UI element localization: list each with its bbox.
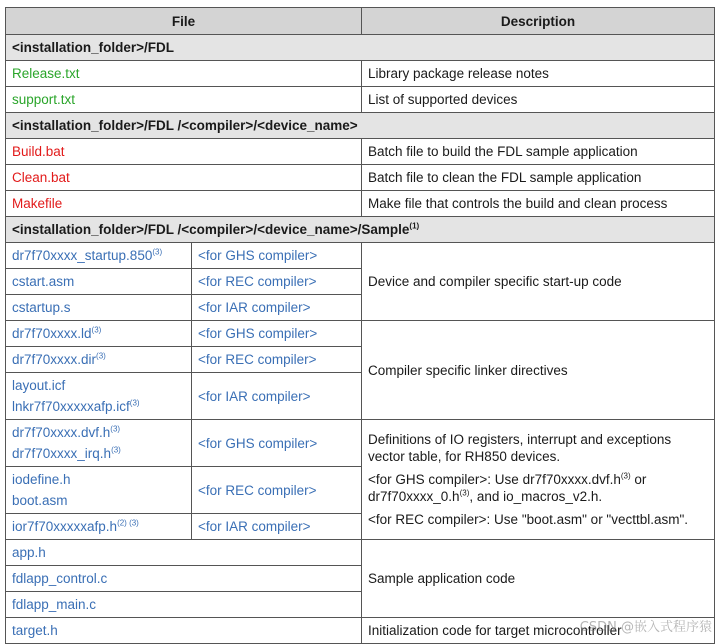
file-cell: Clean.bat — [6, 165, 362, 191]
desc-paragraph: Definitions of IO registers, interrupt and exceptions vector table, for RH850 devices. — [368, 432, 672, 464]
table-row — [6, 540, 715, 566]
footnote-mark: (3) — [91, 325, 102, 335]
table-row — [6, 420, 715, 467]
file-cell: Build.bat — [6, 139, 362, 165]
file-cell: cstart.asm — [6, 269, 192, 295]
section-fdl: <installation_folder>/FDL — [6, 35, 715, 61]
compiler-cell: <for GHS compiler> — [192, 420, 362, 467]
table-row — [6, 321, 715, 347]
desc-cell: Make file that controls the build and clean process — [362, 191, 715, 217]
file-cell — [6, 467, 192, 514]
file-name: dr7f70xxxx.dir — [12, 352, 97, 367]
file-cell — [6, 373, 192, 420]
file-cell: Release.txt — [6, 61, 362, 87]
desc-cell: Library package release notes — [362, 61, 715, 87]
file-name: dr7f70xxxx_irq.h — [12, 446, 112, 461]
header-file: File — [6, 8, 362, 35]
desc-paragraph: <for REC compiler>: Use "boot.asm" or "vecttbl.asm". — [368, 512, 689, 527]
compiler-cell: <for IAR compiler> — [192, 295, 362, 321]
section-sample-label: <installation_folder>/FDL /<compiler>/<device_name>/Sample — [12, 222, 410, 237]
footnote-mark: (1) — [409, 221, 420, 231]
file-name: layout.icf — [12, 378, 66, 393]
file-cell — [6, 321, 192, 347]
file-cell: fdlapp_control.c — [6, 566, 362, 592]
table-row — [6, 139, 715, 165]
section-row — [6, 217, 715, 243]
footnote-mark: (3) — [129, 398, 140, 408]
file-name: dr7f70xxxx.dvf.h — [12, 425, 111, 440]
file-cell: app.h — [6, 540, 362, 566]
desc-text: , and io_macros_v2.h. — [469, 489, 603, 504]
file-cell: support.txt — [6, 87, 362, 113]
file-name: dr7f70xxxx.ld — [12, 326, 92, 341]
desc-cell: Batch file to clean the FDL sample application — [362, 165, 715, 191]
section-sample — [6, 217, 715, 243]
desc-cell: Device and compiler specific start-up code — [362, 243, 715, 321]
file-cell: cstartup.s — [6, 295, 192, 321]
file-name: ior7f70xxxxxafp.h — [12, 519, 118, 534]
desc-cell — [362, 420, 715, 540]
table-row — [6, 61, 715, 87]
table-header — [6, 8, 715, 35]
watermark: CSDN @嵌入式程序猿 — [579, 620, 712, 635]
desc-cell: Compiler specific linker directives — [362, 321, 715, 420]
desc-cell: Batch file to build the FDL sample application — [362, 139, 715, 165]
desc-text: or dr7f70xxxx_0.h — [368, 472, 647, 504]
footnote-mark: (3) — [459, 488, 470, 498]
file-name: dr7f70xxxx_startup.850 — [12, 248, 153, 263]
desc-cell: Initialization code for target microcontroller — [362, 618, 715, 644]
compiler-cell: <for GHS compiler> — [192, 321, 362, 347]
footnote-mark: (3) — [110, 424, 121, 434]
file-cell: target.h — [6, 618, 362, 644]
footnote-mark: (3) — [152, 247, 163, 257]
section-compiler-device: <installation_folder>/FDL /<compiler>/<device_name> — [6, 113, 715, 139]
compiler-cell: <for REC compiler> — [192, 269, 362, 295]
section-row — [6, 35, 715, 61]
file-name: iodefine.h — [12, 472, 71, 487]
compiler-cell: <for IAR compiler> — [192, 514, 362, 540]
table-row — [6, 165, 715, 191]
file-cell — [6, 243, 192, 269]
desc-paragraph — [368, 471, 708, 505]
fdl-file-table — [5, 7, 715, 644]
footnote-mark: (3) — [96, 351, 106, 361]
file-cell — [6, 514, 192, 540]
file-cell: Makefile — [6, 191, 362, 217]
footnote-mark: (3) — [620, 471, 631, 481]
desc-text: <for GHS compiler>: Use dr7f70xxxx.dvf.h — [368, 472, 621, 487]
file-cell — [6, 347, 192, 373]
header-description: Description — [362, 8, 715, 35]
file-name: boot.asm — [12, 493, 68, 508]
compiler-cell: <for REC compiler> — [192, 467, 362, 514]
footnote-mark: (2) (3) — [117, 518, 139, 528]
table-row — [6, 191, 715, 217]
compiler-cell: <for GHS compiler> — [192, 243, 362, 269]
desc-cell: List of supported devices — [362, 87, 715, 113]
table-row — [6, 87, 715, 113]
file-cell — [6, 420, 192, 467]
section-row — [6, 113, 715, 139]
file-cell: fdlapp_main.c — [6, 592, 362, 618]
table-row — [6, 243, 715, 269]
desc-cell: Sample application code — [362, 540, 715, 618]
compiler-cell: <for IAR compiler> — [192, 373, 362, 420]
footnote-mark: (3) — [111, 445, 121, 455]
compiler-cell: <for REC compiler> — [192, 347, 362, 373]
file-name: lnkr7f70xxxxxafp.icf — [12, 399, 130, 414]
